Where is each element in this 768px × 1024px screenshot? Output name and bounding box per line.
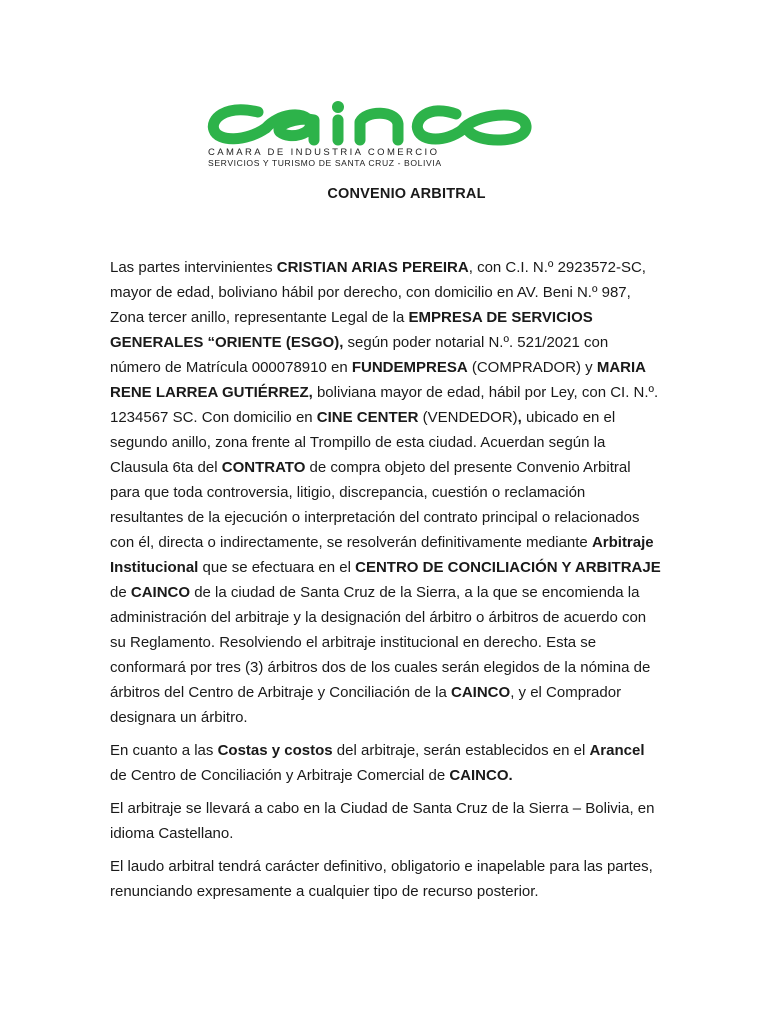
paragraph-location: El arbitraje se llevará a cabo en la Ciudad de Santa Cruz de la Sierra – Bolivia, en idioma Castellano. bbox=[110, 800, 655, 842]
bold-run: CENTRO DE CONCILIACIÓN Y ARBITRAJE bbox=[355, 559, 661, 576]
bold-run: FUNDEMPRESA bbox=[351, 359, 468, 376]
bold-run: EMPRESA DE SERVICIOS GENERALES “ORIENTE (ESGO), bbox=[110, 309, 593, 351]
paragraph-costs bbox=[110, 738, 662, 788]
bold-run: CAINCO bbox=[130, 584, 191, 601]
bold-run: CONTRATO bbox=[221, 459, 306, 476]
text-run: que se efectuara en el bbox=[198, 559, 356, 576]
bold-run: Costas y costos bbox=[217, 742, 333, 759]
logo-dot bbox=[332, 101, 344, 113]
document-title: CONVENIO ARBITRAL bbox=[327, 186, 486, 202]
text-run: Las partes intervinientes bbox=[110, 259, 277, 276]
document-body bbox=[110, 255, 662, 912]
paragraph-award: El laudo arbitral tendrá carácter definitivo, obligatorio e inapelable para las partes, renunciando expresamente a cualquier tipo de recurso posterior. bbox=[110, 858, 653, 900]
cainco-logo-graphic bbox=[206, 100, 536, 172]
bold-run: CINE CENTER bbox=[316, 409, 419, 426]
text-run: , y el Comprador designara un árbitro. bbox=[110, 684, 622, 726]
bold-run: CAINCO. bbox=[449, 767, 513, 784]
bold-run: MARIA RENE LARREA GUTIÉRREZ, bbox=[110, 359, 646, 401]
text-run: de compra objeto del presente Convenio Arbitral para que toda controversia, litigio, discrepancia, cuestión o reclamación resultantes de la ejecución o interpretación del contrato principal o relacionados con él, directa o indirectamente, se resolverán definitivamente mediante bbox=[110, 459, 640, 551]
logo-line1: CAMARA DE INDUSTRIA COMERCIO bbox=[208, 147, 440, 158]
bold-run: Arancel bbox=[589, 742, 645, 759]
text-run: del arbitraje, serán establecidos en el bbox=[332, 742, 590, 759]
text-run: (VENDEDOR) bbox=[418, 409, 518, 426]
text-run: boliviana mayor de edad, hábil por Ley, con CI. N.º. 1234567 SC. Con domicilio en bbox=[110, 384, 659, 426]
text-run: de bbox=[110, 584, 131, 601]
bold-run: Arbitraje Institucional bbox=[110, 534, 654, 576]
cainco-logo bbox=[206, 100, 536, 172]
text-run: (COMPRADOR) y bbox=[467, 359, 597, 376]
paragraph-parties bbox=[110, 255, 662, 730]
text-run: , con C.I. N.º 2923572-SC, mayor de edad, boliviano hábil por derecho, con domicilio en AV. Beni N.º 987, Zona tercer anillo, representante Legal de la bbox=[110, 259, 646, 326]
text-run: En cuanto a las bbox=[110, 742, 218, 759]
text-run: ubicado en el segundo anillo, zona frente al Trompillo de esta ciudad. Acuerdan según la Clausula 6ta del bbox=[110, 409, 616, 476]
logo-line2: SERVICIOS Y TURISMO DE SANTA CRUZ - BOLIVIA bbox=[208, 158, 442, 168]
text-run: según poder notarial N.º. 521/2021 con número de Matrícula 000078910 en bbox=[110, 334, 609, 376]
text-run: de Centro de Conciliación y Arbitraje Comercial de bbox=[110, 767, 450, 784]
text-run: de la ciudad de Santa Cruz de la Sierra, a la que se encomienda la administración del arbitraje y la designación del árbitro o árbitros de acuerdo con su Reglamento. Resolviendo el arbitraje institucional en derecho. Esta se conformará por tres (3) árbitros dos de los cuales serán elegidos de la nómina de árbitros del Centro de Arbitraje y Conciliación de la bbox=[110, 584, 651, 701]
bold-run: CRISTIAN ARIAS PEREIRA bbox=[276, 259, 469, 276]
bold-run: CAINCO bbox=[451, 684, 511, 701]
bold-run: , bbox=[517, 409, 522, 426]
